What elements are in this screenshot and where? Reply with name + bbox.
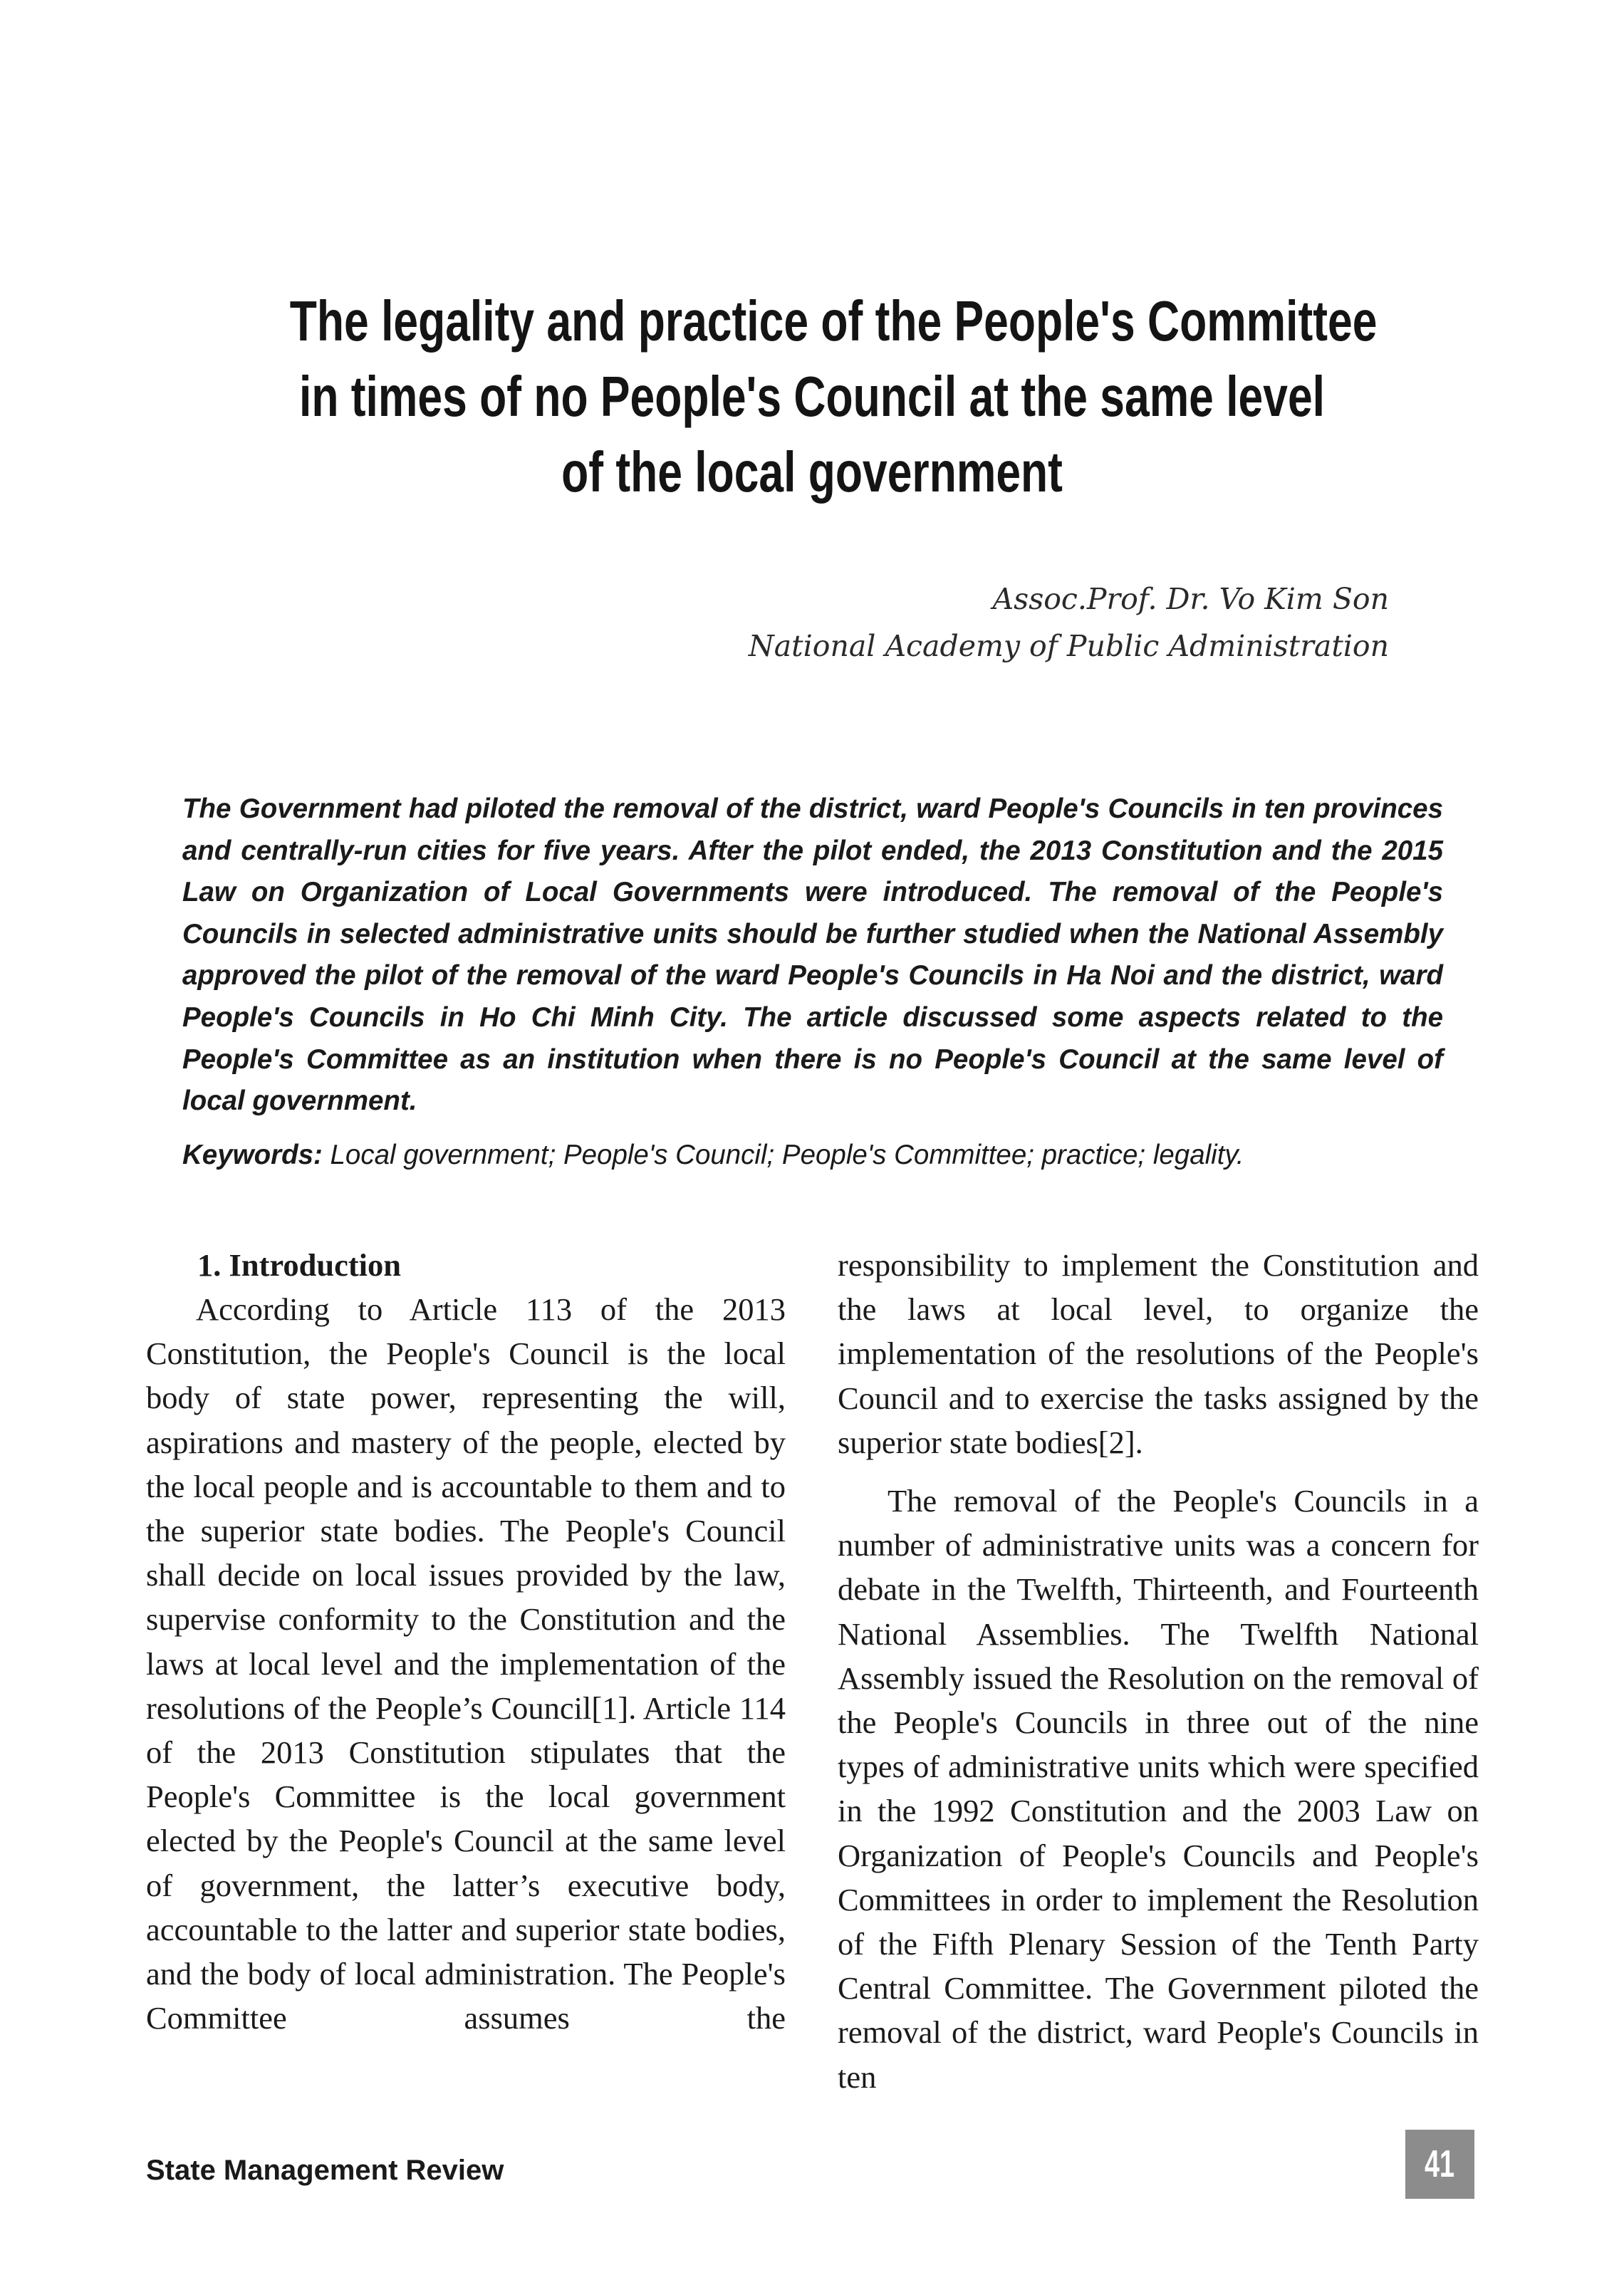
section-heading: 1. Introduction: [197, 1247, 402, 1283]
right-column: [838, 1243, 1479, 2099]
journal-name: State Management Review: [146, 2155, 504, 2186]
title-line-1: The legality and practice of the People's Committee: [289, 289, 1378, 353]
title-line-3: of the local government: [561, 440, 1063, 504]
page-number-text: 41: [1425, 2143, 1455, 2185]
page-number: [1405, 2130, 1474, 2199]
body-paragraph: According to Article 113 of the 2013 Constitution, the People's Council is the local body of state power, representing the will, aspirations and mastery of the people, elected by the local people and is accountable to them and to the superior state bodies. The People's Council shall decide on local issues provided by the law, supervise conformity to the Constitution and the laws at local level and the implementation of the resolutions of the People’s Council[1]. Article 114 of the 2013 Constitution stipulates that the People's Committee is the local government elected by the People's Council at the same level of government, the latter’s executive body, accountable to the latter and superior state bodies, and the body of local administration. The People's Committee assumes the: [146, 1291, 786, 2036]
keywords-text: Local government; People's Council; People's Committee; practice; legality.: [322, 1140, 1244, 1170]
author-affiliation: National Academy of Public Administration: [748, 629, 1389, 663]
article-title: [289, 283, 1378, 510]
author-name: Assoc.Prof. Dr. Vo Kim Son: [992, 582, 1389, 616]
body-paragraph: The removal of the People's Councils in a number of administrative units was a concern for debate in the Twelfth, Thirteenth, and Fourteenth National Assemblies. The Twelfth National Assembly issued the Resolution on the removal of the People's Councils in three out of the nine types of administrative units which were specified in the 1992 Constitution and the 2003 Law on Organization of People's Councils and People's Committees in order to implement the Resolution of the Fifth Plenary Session of the Tenth Party Central Committee. The Government piloted the removal of the district, ward People's Councils in ten: [838, 1483, 1479, 2095]
keywords-label: Keywords:: [182, 1140, 323, 1170]
left-column: [146, 1243, 786, 2040]
author-block: [749, 576, 1389, 670]
body-paragraph: responsibility to implement the Constitution and the laws at local level, to organize the implementation of the resolutions of the People's Council and to exercise the tasks assigned by the superior state bodies[2].: [838, 1247, 1479, 1460]
title-line-2: in times of no People's Council at the same level: [298, 365, 1326, 428]
keywords: [182, 1135, 1443, 1176]
abstract: The Government had piloted the removal of the district, ward People's Councils in ten provinces and centrally-run cities for five years. After the pilot ended, the 2013 Constitution and the 2015 Law on Organization of Local Governments were introduced. The removal of the People's Councils in selected administrative units should be further studied when the National Assembly approved the pilot of the removal of the ward People's Councils in Ha Noi and the district, ward People's Councils in Ho Chi Minh City. The article discussed some aspects related to the People's Committee as an institution when there is no People's Council at the same level of local government.: [182, 793, 1443, 1117]
